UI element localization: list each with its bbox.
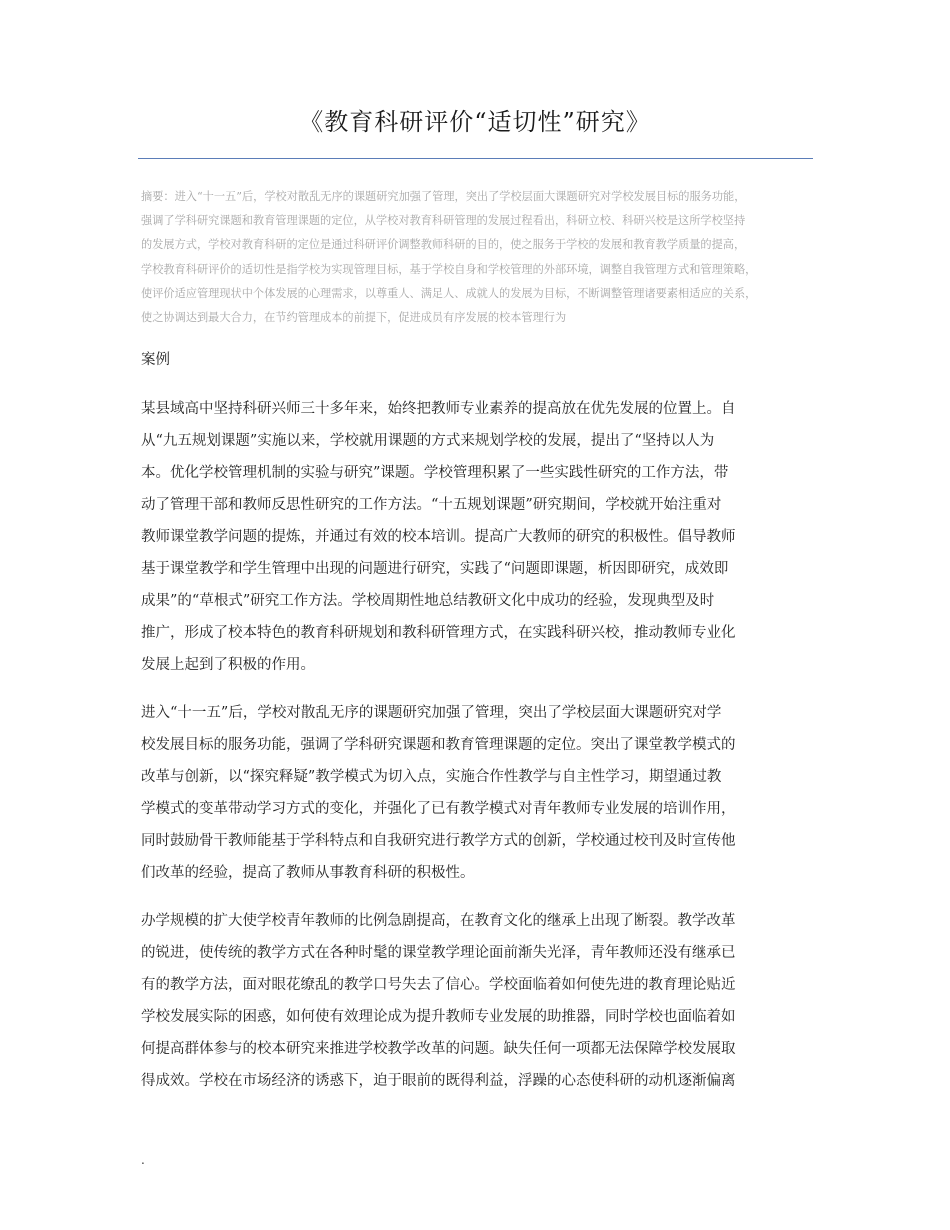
page-marker: . (141, 1153, 145, 1167)
abstract-line: 强调了学科研究课题和教育管理课题的定位，从学校对教育科研管理的发展过程看出，科研立校、科研兴校是这所学校坚持 (141, 214, 746, 228)
paragraph-line: 有的教学方法，面对眼花缭乱的教学口号失去了信心。学校面临着如何使先进的教育理论贴近 (141, 977, 736, 993)
paragraph-line: 动了管理干部和教师反思性研究的工作方法。“十五规划课题”研究期间，学校就开始注重对 (141, 497, 722, 513)
paragraph-line: 得成效。学校在市场经济的诱惑下，迫于眼前的既得利益，浮躁的心态使科研的动机逐渐偏离 (141, 1073, 736, 1089)
paragraph-line: 学模式的变革带动学习方式的变化，并强化了已有教学模式对青年教师专业发展的培训作用， (141, 801, 736, 817)
paragraph-line: 进入“十一五”后，学校对散乱无序的课题研究加强了管理，突出了学校层面大课题研究对学 (141, 705, 722, 721)
body-paragraph (141, 905, 813, 1097)
paragraph-line: 推广，形成了校本特色的教育科研规划和教科研管理方式，在实践科研兴校，推动教师专业化 (141, 625, 736, 641)
paragraph-line: 学校发展实际的困惑，如何使有效理论成为提升教师专业发展的助推器，同时学校也面临着如 (141, 1009, 736, 1025)
abstract-line: 学校教育科研评价的适切性是指学校为实现管理目标，基于学校自身和学校管理的外部环境，调整自我管理方式和管理策略， (141, 262, 757, 276)
abstract-line: 使之协调达到最大合力，在节约管理成本的前提下，促进成员有序发展的校本管理行为 (141, 311, 567, 325)
paragraph-line: 基于课堂教学和学生管理中出现的问题进行研究，实践了“问题即课题，析因即研究，成效即 (141, 561, 729, 577)
section-heading: 案例 (141, 352, 170, 368)
abstract-line: 的发展方式，学校对教育科研的定位是通过科研评价调整教师科研的目的，使之服务于学校的发展和教育教学质量的提高， (141, 238, 746, 252)
body-paragraph (141, 697, 813, 889)
body-paragraph (141, 393, 813, 681)
paragraph-line: 办学规模的扩大使学校青年教师的比例急剧提高，在教育文化的继承上出现了断裂。教学改革 (141, 913, 736, 929)
paragraph-line: 何提高群体参与的校本研究来推进学校教学改革的问题。缺失任何一项都无法保障学校发展取 (141, 1041, 736, 1057)
paragraph-line: 的锐进，使传统的教学方式在各种时髦的课堂教学理论面前渐失光泽，青年教师还没有继承已 (141, 945, 736, 961)
abstract (141, 185, 855, 330)
paragraph-line: 同时鼓励骨干教师能基于学科特点和自我研究进行教学方式的创新，学校通过校刊及时宣传他 (141, 833, 736, 849)
paragraph-line: 改革与创新，以“探究释疑”教学模式为切入点，实施合作性教学与自主性学习，期望通过教 (141, 769, 722, 785)
title-underline (138, 158, 813, 159)
abstract-line: 摘要：进入“十一五”后，学校对散乱无序的课题研究加强了管理，突出了学校层面大课题研究对学校发展目标的服务功能， (141, 190, 746, 203)
paragraph-line: 发展上起到了积极的作用。 (141, 657, 315, 673)
paragraph-line: 教师课堂教学问题的提炼，并通过有效的校本培训。提高广大教师的研究的积极性。倡导教师 (141, 529, 736, 545)
abstract-line: 使评价适应管理现状中个体发展的心理需求，以尊重人、满足人、成就人的发展为目标，不断调整管理诸要素相适应的关系， (141, 286, 757, 300)
paragraph-line: 们改革的经验，提高了教师从事教育科研的积极性。 (141, 865, 475, 881)
document-title: 《教育科研评价“适切性”研究》 (299, 108, 651, 136)
paragraph-line: 成果”的“草根式”研究工作方法。学校周期性地总结教研文化中成功的经验，发现典型及时 (141, 593, 715, 609)
paragraph-line: 校发展目标的服务功能，强调了学科研究课题和教育管理课题的定位。突出了课堂教学模式的 (141, 737, 736, 753)
paragraph-line: 从“九五规划课题”实施以来，学校就用课题的方式来规划学校的发展，提出了“坚持以人为 (141, 433, 715, 449)
paragraph-line: 某县域高中坚持科研兴师三十多年来，始终把教师专业素养的提高放在优先发展的位置上。自 (141, 401, 736, 417)
paragraph-line: 本。优化学校管理机制的实验与研究”课题。学校管理积累了一些实践性研究的工作方法，带 (141, 465, 729, 481)
